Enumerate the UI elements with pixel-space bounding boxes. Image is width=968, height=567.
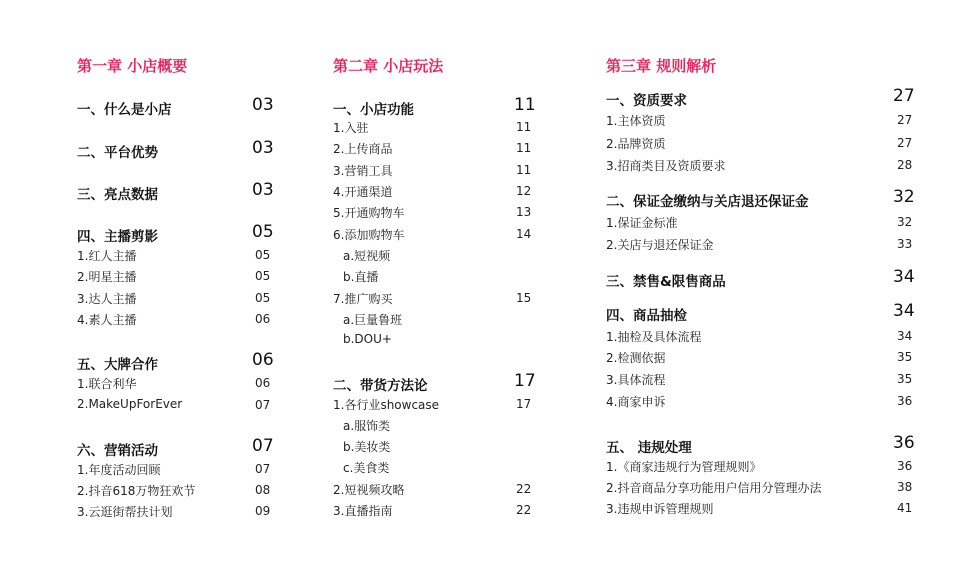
toc-page-number: 36 [897, 459, 913, 473]
toc-entry-title: 4.商家申诉 [606, 395, 666, 409]
toc-entry-title: 四、主播剪影 [77, 229, 158, 245]
toc-page-number: 13 [516, 205, 532, 219]
toc-entry-title: 1.主体资质 [606, 114, 666, 128]
chapter-title: 第二章 小店玩法 [333, 57, 444, 75]
toc-page-number: 03 [252, 180, 274, 200]
toc-page-number: 08 [255, 483, 271, 497]
toc-entry-title: 1.抽检及具体流程 [606, 330, 702, 344]
toc-page-number: 36 [897, 394, 913, 408]
toc-entry-title: 4.素人主播 [77, 313, 137, 327]
toc-page-number: 03 [252, 95, 274, 115]
toc-page-number: 05 [252, 222, 274, 242]
toc-page-number: 35 [897, 350, 913, 364]
toc-page-number: 36 [893, 433, 915, 453]
toc-entry-title: 三、禁售&限售商品 [606, 274, 726, 290]
toc-entry-title: 3.违规申诉管理规则 [606, 502, 714, 516]
toc-entry-title: 1.《商家违规行为管理规则》 [606, 460, 762, 474]
toc-entry-title: 1.各行业showcase [333, 398, 440, 412]
toc-page-number: 28 [897, 158, 913, 172]
toc-entry-title: 1.红人主播 [77, 249, 137, 263]
toc-page-number: 27 [897, 113, 913, 127]
toc-page-number: 11 [516, 163, 532, 177]
toc-page-number: 11 [516, 141, 532, 155]
toc-entry-title: 5.开通购物车 [333, 206, 405, 220]
toc-entry-title: 2.上传商品 [333, 142, 393, 156]
toc-entry-title: 二、平台优势 [77, 145, 158, 161]
toc-entry-title: 2.品牌资质 [606, 137, 666, 151]
toc-entry-title: 五、 违规处理 [606, 440, 692, 456]
toc-entry-title: 3.云逛街帮扶计划 [77, 505, 173, 519]
toc-page-number: 32 [893, 187, 915, 207]
toc-page-number: 03 [252, 138, 274, 158]
toc-entry-title: a.短视频 [343, 249, 391, 263]
toc-entry-title: 2.抖音商品分享功能用户信用分管理办法 [606, 481, 822, 495]
chapter-title: 第三章 规则解析 [606, 57, 717, 75]
toc-page-number: 06 [252, 350, 274, 370]
toc-entry-title: 1.联合利华 [77, 377, 137, 391]
toc-page-number: 07 [252, 436, 274, 456]
toc-page-number: 34 [897, 329, 913, 343]
toc-entry-title: 三、亮点数据 [77, 187, 158, 203]
toc-page-number: 34 [893, 267, 915, 287]
toc-entry-title: b.美妆类 [343, 440, 391, 454]
toc-entry-title: 一、资质要求 [606, 93, 687, 109]
toc-entry-title: 4.开通渠道 [333, 185, 393, 199]
toc-page-number: 38 [897, 480, 913, 494]
toc-entry-title: 二、带货方法论 [333, 378, 428, 394]
toc-page-number: 33 [897, 237, 913, 251]
toc-entry-title: 2.MakeUpForEver [77, 397, 183, 411]
toc-entry-title: 6.添加购物车 [333, 228, 405, 242]
toc-entry-title: 二、保证金缴纳与关店退还保证金 [606, 194, 809, 210]
toc-page-number: 22 [516, 482, 532, 496]
chapter-title: 第一章 小店概要 [77, 57, 188, 75]
toc-entry-title: 2.短视频攻略 [333, 483, 405, 497]
toc-page-number: 07 [255, 462, 271, 476]
toc-page-number: 41 [897, 501, 913, 515]
toc-page-number: 06 [255, 376, 271, 390]
toc-entry-title: 2.抖音618万物狂欢节 [77, 484, 196, 498]
toc-entry-title: 3.达人主播 [77, 292, 137, 306]
toc-page-number: 27 [893, 86, 915, 106]
toc-page-number: 09 [255, 504, 271, 518]
toc-entry-title: 一、小店功能 [333, 102, 414, 118]
toc-entry-title: 2.明星主播 [77, 270, 137, 284]
toc-entry-title: 3.招商类目及资质要求 [606, 159, 726, 173]
toc-entry-title: 2.检测依据 [606, 351, 666, 365]
toc-page-number: 17 [516, 397, 532, 411]
toc-entry-title: 1.保证金标准 [606, 216, 678, 230]
toc-entry-title: 1.年度活动回顾 [77, 463, 161, 477]
toc-entry-title: 7.推广购买 [333, 292, 393, 306]
toc-page-number: 07 [255, 398, 271, 412]
toc-entry-title: 2.关店与退还保证金 [606, 238, 714, 252]
toc-entry-title: 3.具体流程 [606, 373, 666, 387]
toc-entry-title: a.巨量鲁班 [343, 313, 403, 327]
toc-page-number: 22 [516, 503, 532, 517]
toc-entry-title: 五、大牌合作 [77, 357, 158, 373]
toc-page-number: 34 [893, 301, 915, 321]
toc-entry-title: 1.入驻 [333, 121, 369, 135]
toc-page-number: 05 [255, 269, 271, 283]
toc-entry-title: b.DOU+ [343, 332, 392, 346]
toc-page-number: 06 [255, 312, 271, 326]
toc-entry-title: 3.直播指南 [333, 504, 393, 518]
toc-entry-title: 一、什么是小店 [77, 102, 172, 118]
toc-page-number: 11 [516, 120, 532, 134]
toc-page-number: 27 [897, 136, 913, 150]
toc-page-number: 11 [514, 95, 536, 115]
toc-page-number: 32 [897, 215, 913, 229]
toc-page-number: 17 [514, 371, 536, 391]
toc-entry-title: a.服饰类 [343, 419, 391, 433]
toc-page-number: 12 [516, 184, 532, 198]
toc-page-number: 35 [897, 372, 913, 386]
toc-entry-title: 四、商品抽检 [606, 308, 687, 324]
toc-page-number: 15 [516, 291, 532, 305]
toc-entry-title: b.直播 [343, 270, 379, 284]
toc-page-number: 14 [516, 227, 532, 241]
toc-page-number: 05 [255, 291, 271, 305]
toc-entry-title: c.美食类 [343, 461, 390, 475]
toc-page-number: 05 [255, 248, 271, 262]
toc-entry-title: 3.营销工具 [333, 164, 393, 178]
toc-entry-title: 六、营销活动 [77, 443, 158, 459]
